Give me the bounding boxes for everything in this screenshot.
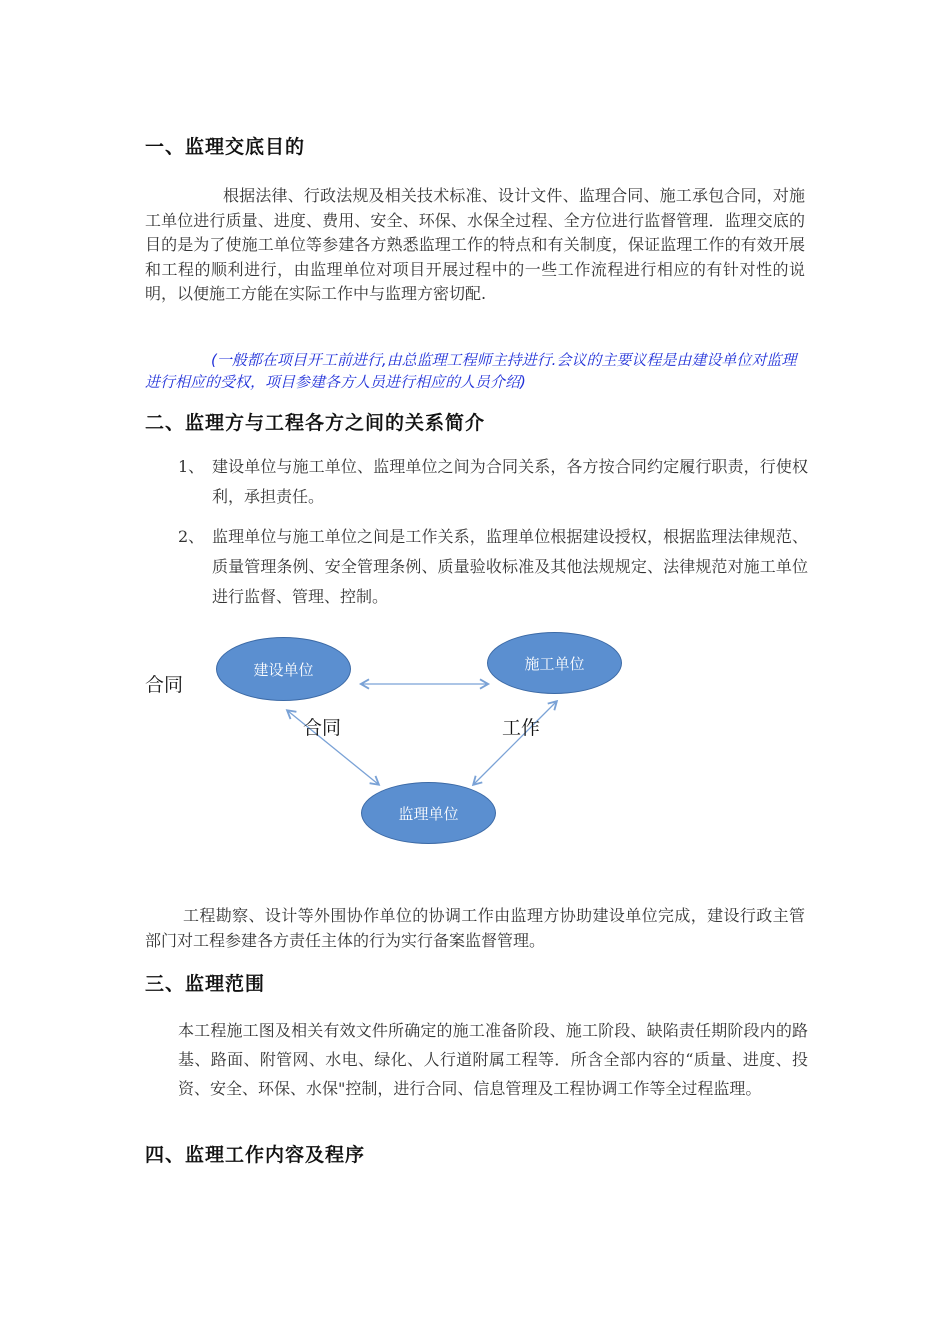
node-owner — [216, 637, 351, 701]
node-contractor — [487, 632, 622, 694]
relation-item-number: 2、 — [178, 527, 205, 546]
section1-heading: 一、监理交底目的 — [145, 136, 306, 158]
label-left-contract: 合同 — [145, 674, 184, 696]
node-supervisor-label: 监理单位 — [398, 804, 459, 823]
section4-heading: 四、监理工作内容及程序 — [145, 1144, 366, 1166]
label-work: 工作 — [502, 717, 541, 739]
section2-after-paragraph: 工程勘察、设计等外围协作单位的协调工作由监理方协助建设单位完成，建设行政主管部门对工程参建各方责任主体的行为实行备案监督管理。 — [145, 906, 805, 950]
relation-item-text: 监理单位与施工单位之间是工作关系，监理单位根据建设授权，根据监理法律规范、质量管理条例、安全管理条例、质量验收标准及其他法规规定、法律规范对施工单位进行监督、管理、控制。 — [212, 527, 808, 606]
relation-item-text: 建设单位与施工单位、监理单位之间为合同关系，各方按合同约定履行职责，行使权利，承担责任。 — [212, 457, 808, 506]
section3-heading: 三、监理范围 — [145, 973, 266, 995]
node-supervisor — [361, 782, 496, 844]
relation-item-number: 1、 — [178, 457, 205, 476]
section1-paragraph: 根据法律、行政法规及相关技术标准、设计文件、监理合同、施工承包合同，对施工单位进行质量、进度、费用、安全、环保、水保全过程、全方位进行监督管理．监理交底的目的是为了使施工单位等参建各方熟悉监理工作的特点和有关制度，保证监理工作的有效开展和工程的顺利进行，由监理单位对项目开展过程中的一些工作流程进行相应的有针对性的说明，以便施工方能在实际工作中与监理方密切配. — [145, 186, 805, 303]
section2-heading: 二、监理方与工程各方之间的关系简介 — [145, 412, 486, 434]
label-contract: 合同 — [303, 717, 342, 739]
section3-paragraph: 本工程施工图及相关有效文件所确定的施工准备阶段、施工阶段、缺陷责任期阶段内的路基、路面、附管网、水电、绿化、人行道附属工程等．所含全部内容的“质量、进度、投资、安全、环保、水保"控制，进行合同、信息管理及工程协调工作等全过程监理。 — [178, 1021, 808, 1098]
node-owner-label: 建设单位 — [253, 660, 314, 679]
section1-note: (一般都在项目开工前进行,由总监理工程师主持进行.会议的主要议程是由建设单位对监理进行相应的受权，项目参建各方人员进行相应的人员介绍) — [145, 351, 797, 391]
node-contractor-label: 施工单位 — [524, 654, 585, 673]
